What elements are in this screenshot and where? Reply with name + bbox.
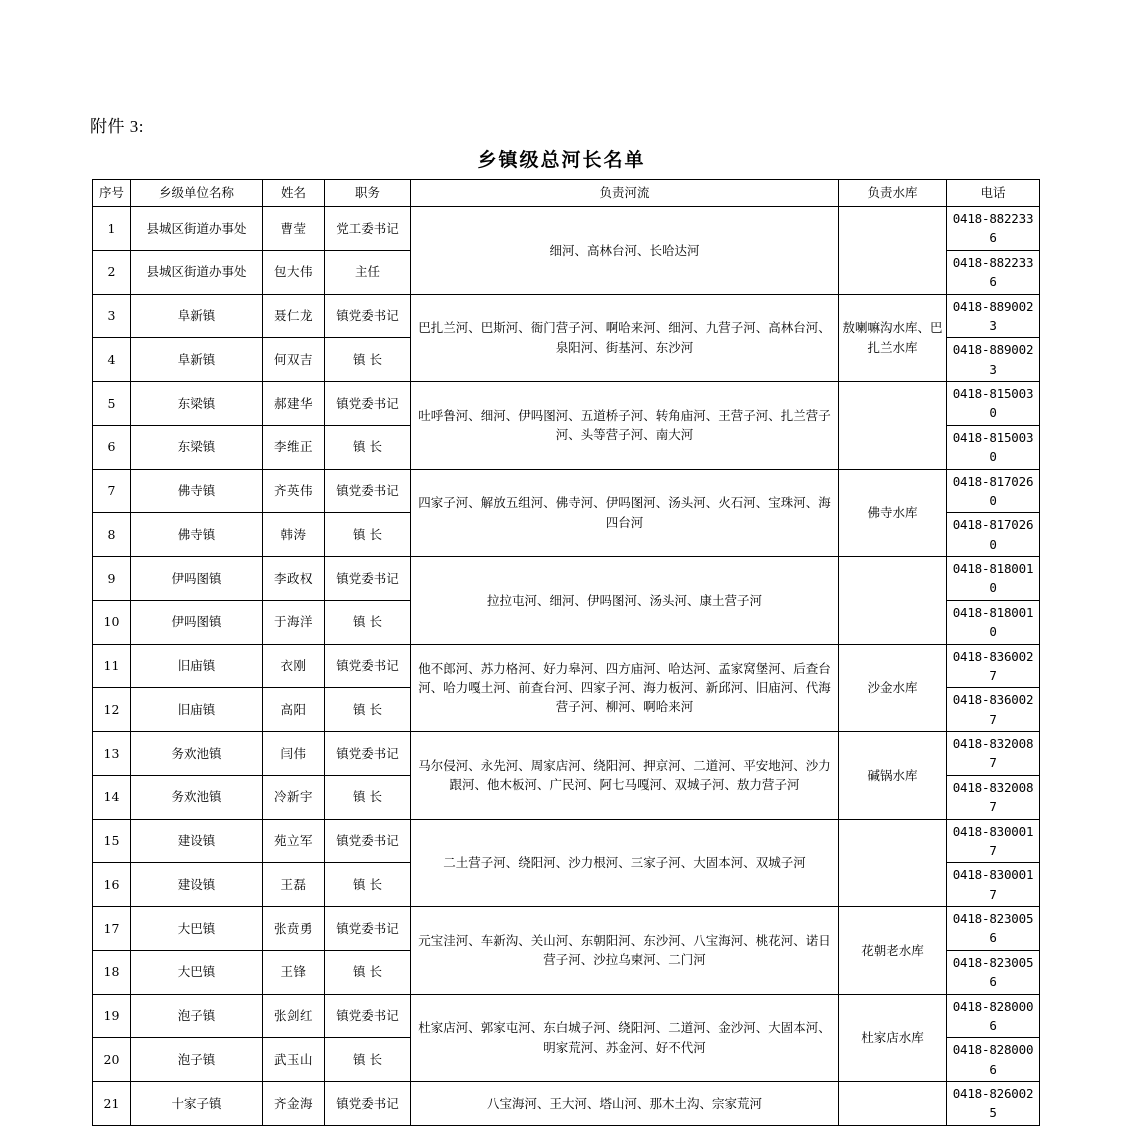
cell-name: 于海洋 bbox=[263, 600, 325, 644]
cell-reservoir bbox=[839, 207, 947, 295]
cell-name: 张剑红 bbox=[263, 994, 325, 1038]
cell-phone: 0418-8300017 bbox=[947, 819, 1040, 863]
table-row bbox=[93, 732, 1040, 776]
cell-name: 王磊 bbox=[263, 863, 325, 907]
cell-phone: 0418-8890023 bbox=[947, 338, 1040, 382]
cell-role: 镇党委书记 bbox=[325, 1082, 411, 1126]
cell-unit: 东梁镇 bbox=[131, 425, 263, 469]
cell-index: 1 bbox=[93, 207, 131, 251]
cell-role: 镇 长 bbox=[325, 600, 411, 644]
cell-role: 镇党委书记 bbox=[325, 907, 411, 951]
cell-index: 19 bbox=[93, 994, 131, 1038]
cell-index: 8 bbox=[93, 513, 131, 557]
cell-phone: 0418-8170260 bbox=[947, 513, 1040, 557]
cell-unit: 县城区街道办事处 bbox=[131, 207, 263, 251]
table-row bbox=[93, 469, 1040, 513]
cell-role: 镇 长 bbox=[325, 338, 411, 382]
cell-rivers: 马尔侵河、永先河、周家店河、绕阳河、押京河、二道河、平安地河、沙力跟河、他木板河、广民河、阿七马嘎河、双城子河、敖力营子河 bbox=[411, 732, 839, 820]
page-title: 乡镇级总河长名单 bbox=[477, 149, 646, 171]
cell-index: 21 bbox=[93, 1082, 131, 1126]
cell-name: 何双吉 bbox=[263, 338, 325, 382]
cell-name: 李维正 bbox=[263, 425, 325, 469]
cell-index: 13 bbox=[93, 732, 131, 776]
cell-reservoir bbox=[839, 382, 947, 470]
cell-unit: 建设镇 bbox=[131, 863, 263, 907]
cell-phone: 0418-8260025 bbox=[947, 1082, 1040, 1126]
cell-rivers: 吐呼鲁河、细河、伊吗图河、五道桥子河、转角庙河、王营子河、扎兰营子河、头等营子河、南大河 bbox=[411, 382, 839, 470]
cell-rivers: 细河、高林台河、长哈达河 bbox=[411, 207, 839, 295]
cell-unit: 务欢池镇 bbox=[131, 732, 263, 776]
cell-index: 2 bbox=[93, 250, 131, 294]
table-row bbox=[93, 644, 1040, 688]
cell-index: 7 bbox=[93, 469, 131, 513]
cell-role: 镇党委书记 bbox=[325, 994, 411, 1038]
column-header-role: 职务 bbox=[325, 180, 411, 207]
cell-phone: 0418-8360027 bbox=[947, 688, 1040, 732]
column-header-unit: 乡级单位名称 bbox=[131, 180, 263, 207]
cell-name: 韩涛 bbox=[263, 513, 325, 557]
column-header-index: 序号 bbox=[93, 180, 131, 207]
cell-reservoir: 花朝老水库 bbox=[839, 907, 947, 995]
table-row bbox=[93, 557, 1040, 601]
cell-index: 16 bbox=[93, 863, 131, 907]
cell-reservoir bbox=[839, 1082, 947, 1126]
cell-phone: 0418-8230056 bbox=[947, 950, 1040, 994]
column-header-phone: 电话 bbox=[947, 180, 1040, 207]
table-row bbox=[93, 1082, 1040, 1126]
attachment-label: 附件 3: bbox=[90, 117, 144, 136]
cell-phone: 0418-8150030 bbox=[947, 425, 1040, 469]
cell-role: 镇党委书记 bbox=[325, 732, 411, 776]
table-row bbox=[93, 294, 1040, 338]
cell-role: 镇 长 bbox=[325, 950, 411, 994]
cell-unit: 大巴镇 bbox=[131, 907, 263, 951]
cell-unit: 泡子镇 bbox=[131, 1038, 263, 1082]
cell-unit: 佛寺镇 bbox=[131, 513, 263, 557]
cell-role: 镇党委书记 bbox=[325, 557, 411, 601]
cell-index: 5 bbox=[93, 382, 131, 426]
table-row bbox=[93, 907, 1040, 951]
cell-role: 镇党委书记 bbox=[325, 294, 411, 338]
cell-rivers: 元宝洼河、车新沟、关山河、东朝阳河、东沙河、八宝海河、桃花河、诺日营子河、沙拉乌柬河、二门河 bbox=[411, 907, 839, 995]
cell-rivers: 巴扎兰河、巴斯河、衙门营子河、啊哈来河、细河、九营子河、高林台河、泉阳河、街基河、东沙河 bbox=[411, 294, 839, 382]
cell-phone: 0418-8822336 bbox=[947, 207, 1040, 251]
cell-phone: 0418-8822336 bbox=[947, 250, 1040, 294]
cell-index: 14 bbox=[93, 775, 131, 819]
cell-name: 齐英伟 bbox=[263, 469, 325, 513]
table-header bbox=[93, 180, 1040, 207]
cell-rivers: 二土营子河、绕阳河、沙力根河、三家子河、大固本河、双城子河 bbox=[411, 819, 839, 907]
cell-role: 镇 长 bbox=[325, 688, 411, 732]
cell-index: 4 bbox=[93, 338, 131, 382]
cell-unit: 阜新镇 bbox=[131, 294, 263, 338]
cell-role: 党工委书记 bbox=[325, 207, 411, 251]
cell-phone: 0418-8230056 bbox=[947, 907, 1040, 951]
cell-name: 高阳 bbox=[263, 688, 325, 732]
cell-unit: 泡子镇 bbox=[131, 994, 263, 1038]
cell-rivers: 四家子河、解放五组河、佛寺河、伊吗图河、汤头河、火石河、宝珠河、海四台河 bbox=[411, 469, 839, 557]
column-header-reservoir: 负责水库 bbox=[839, 180, 947, 207]
table-row bbox=[93, 382, 1040, 426]
cell-role: 镇党委书记 bbox=[325, 469, 411, 513]
cell-phone: 0418-8180010 bbox=[947, 557, 1040, 601]
cell-name: 郝建华 bbox=[263, 382, 325, 426]
cell-phone: 0418-8890023 bbox=[947, 294, 1040, 338]
cell-reservoir: 沙金水库 bbox=[839, 644, 947, 732]
cell-reservoir: 敖喇嘛沟水库、巴扎兰水库 bbox=[839, 294, 947, 382]
cell-role: 镇 长 bbox=[325, 775, 411, 819]
cell-name: 曹莹 bbox=[263, 207, 325, 251]
cell-name: 王锋 bbox=[263, 950, 325, 994]
cell-role: 镇 长 bbox=[325, 425, 411, 469]
cell-index: 9 bbox=[93, 557, 131, 601]
cell-unit: 伊吗图镇 bbox=[131, 557, 263, 601]
cell-name: 齐金海 bbox=[263, 1082, 325, 1126]
cell-name: 聂仁龙 bbox=[263, 294, 325, 338]
cell-phone: 0418-8150030 bbox=[947, 382, 1040, 426]
cell-index: 17 bbox=[93, 907, 131, 951]
cell-role: 镇党委书记 bbox=[325, 382, 411, 426]
cell-phone: 0418-8180010 bbox=[947, 600, 1040, 644]
cell-unit: 县城区街道办事处 bbox=[131, 250, 263, 294]
cell-unit: 伊吗图镇 bbox=[131, 600, 263, 644]
cell-name: 苑立军 bbox=[263, 819, 325, 863]
column-header-name: 姓名 bbox=[263, 180, 325, 207]
cell-phone: 0418-8280006 bbox=[947, 994, 1040, 1038]
cell-role: 镇党委书记 bbox=[325, 819, 411, 863]
cell-index: 15 bbox=[93, 819, 131, 863]
cell-phone: 0418-8360027 bbox=[947, 644, 1040, 688]
cell-reservoir: 碱锅水库 bbox=[839, 732, 947, 820]
column-header-rivers: 负责河流 bbox=[411, 180, 839, 207]
cell-name: 冷新宇 bbox=[263, 775, 325, 819]
cell-name: 衣刚 bbox=[263, 644, 325, 688]
cell-name: 武玉山 bbox=[263, 1038, 325, 1082]
cell-reservoir bbox=[839, 819, 947, 907]
cell-rivers: 八宝海河、王大河、塔山河、那木土沟、宗家荒河 bbox=[411, 1082, 839, 1126]
table-row bbox=[93, 994, 1040, 1038]
table-row bbox=[93, 207, 1040, 251]
cell-unit: 大巴镇 bbox=[131, 950, 263, 994]
table-header-row bbox=[93, 180, 1040, 207]
cell-index: 18 bbox=[93, 950, 131, 994]
cell-name: 闫伟 bbox=[263, 732, 325, 776]
cell-unit: 建设镇 bbox=[131, 819, 263, 863]
cell-phone: 0418-8170260 bbox=[947, 469, 1040, 513]
cell-name: 李政权 bbox=[263, 557, 325, 601]
cell-index: 12 bbox=[93, 688, 131, 732]
cell-phone: 0418-8320087 bbox=[947, 775, 1040, 819]
cell-unit: 东梁镇 bbox=[131, 382, 263, 426]
cell-phone: 0418-8300017 bbox=[947, 863, 1040, 907]
cell-rivers: 拉拉屯河、细河、伊吗图河、汤头河、康土营子河 bbox=[411, 557, 839, 645]
cell-unit: 务欢池镇 bbox=[131, 775, 263, 819]
cell-unit: 阜新镇 bbox=[131, 338, 263, 382]
cell-index: 10 bbox=[93, 600, 131, 644]
cell-role: 镇 长 bbox=[325, 513, 411, 557]
cell-name: 包大伟 bbox=[263, 250, 325, 294]
cell-unit: 旧庙镇 bbox=[131, 644, 263, 688]
roster-table-container bbox=[92, 179, 1039, 1126]
cell-phone: 0418-8320087 bbox=[947, 732, 1040, 776]
table-row bbox=[93, 819, 1040, 863]
cell-role: 镇 长 bbox=[325, 1038, 411, 1082]
roster-table bbox=[92, 179, 1040, 1126]
cell-reservoir bbox=[839, 557, 947, 645]
cell-phone: 0418-8280006 bbox=[947, 1038, 1040, 1082]
cell-index: 20 bbox=[93, 1038, 131, 1082]
cell-unit: 佛寺镇 bbox=[131, 469, 263, 513]
cell-reservoir: 佛寺水库 bbox=[839, 469, 947, 557]
cell-index: 3 bbox=[93, 294, 131, 338]
cell-rivers: 他不郎河、苏力格河、好力皋河、四方庙河、哈达河、孟家窝堡河、后查台河、哈力嘎土河、前查台河、四家子河、海力板河、新邱河、旧庙河、代海营子河、柳河、啊哈来河 bbox=[411, 644, 839, 732]
table-body bbox=[93, 207, 1040, 1126]
cell-unit: 旧庙镇 bbox=[131, 688, 263, 732]
cell-index: 6 bbox=[93, 425, 131, 469]
cell-role: 镇党委书记 bbox=[325, 644, 411, 688]
cell-unit: 十家子镇 bbox=[131, 1082, 263, 1126]
cell-role: 主任 bbox=[325, 250, 411, 294]
cell-name: 张贲勇 bbox=[263, 907, 325, 951]
cell-reservoir: 杜家店水库 bbox=[839, 994, 947, 1082]
cell-index: 11 bbox=[93, 644, 131, 688]
cell-rivers: 杜家店河、郭家屯河、东白城子河、绕阳河、二道河、金沙河、大固本河、明家荒河、苏金河、好不代河 bbox=[411, 994, 839, 1082]
cell-role: 镇 长 bbox=[325, 863, 411, 907]
